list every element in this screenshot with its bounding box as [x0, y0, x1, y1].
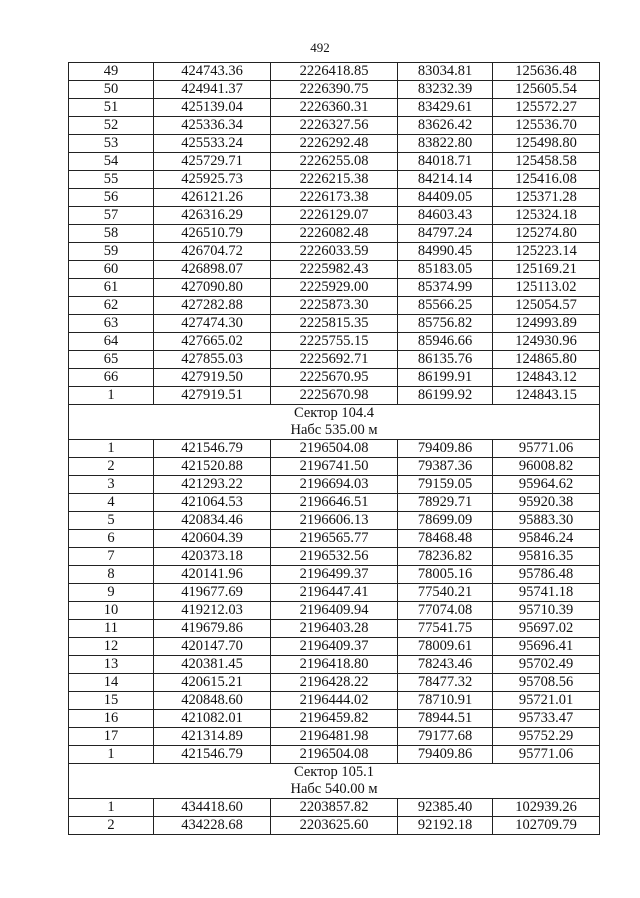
x-local-cell: 83822.80: [398, 135, 493, 153]
y-coordinate-cell: 2196403.28: [271, 620, 398, 638]
y-coordinate-cell: 2196409.37: [271, 638, 398, 656]
point-number-cell: 13: [69, 656, 154, 674]
y-local-cell: 95771.06: [493, 440, 600, 458]
y-local-cell: 102709.79: [493, 817, 600, 835]
point-number-cell: 2: [69, 458, 154, 476]
y-local-cell: 124843.12: [493, 369, 600, 387]
point-number-cell: 63: [69, 315, 154, 333]
table-row: [69, 189, 600, 207]
x-local-cell: 84797.24: [398, 225, 493, 243]
x-coordinate-cell: 427855.03: [154, 351, 271, 369]
table-row: [69, 584, 600, 602]
x-coordinate-cell: 426121.26: [154, 189, 271, 207]
table-row: [69, 333, 600, 351]
sector-title: Сектор 105.1: [69, 764, 600, 782]
table-row: [69, 620, 600, 638]
x-local-cell: 83429.61: [398, 99, 493, 117]
y-coordinate-cell: 2196694.03: [271, 476, 398, 494]
table-row: [69, 692, 600, 710]
y-local-cell: 125416.08: [493, 171, 600, 189]
x-coordinate-cell: 420834.46: [154, 512, 271, 530]
x-coordinate-cell: 421064.53: [154, 494, 271, 512]
y-local-cell: 125324.18: [493, 207, 600, 225]
x-local-cell: 79409.86: [398, 746, 493, 764]
point-number-cell: 56: [69, 189, 154, 207]
x-coordinate-cell: 425139.04: [154, 99, 271, 117]
point-number-cell: 59: [69, 243, 154, 261]
x-local-cell: 77074.08: [398, 602, 493, 620]
x-coordinate-cell: 425533.24: [154, 135, 271, 153]
sector-header-row: [69, 405, 600, 423]
x-local-cell: 84990.45: [398, 243, 493, 261]
x-coordinate-cell: 421082.01: [154, 710, 271, 728]
table-row: [69, 297, 600, 315]
point-number-cell: 1: [69, 799, 154, 817]
x-local-cell: 85374.99: [398, 279, 493, 297]
table-row: [69, 548, 600, 566]
x-local-cell: 86199.92: [398, 387, 493, 405]
x-local-cell: 77541.75: [398, 620, 493, 638]
y-coordinate-cell: 2225755.15: [271, 333, 398, 351]
x-local-cell: 78005.16: [398, 566, 493, 584]
y-local-cell: 125458.58: [493, 153, 600, 171]
x-coordinate-cell: 420147.70: [154, 638, 271, 656]
y-local-cell: 96008.82: [493, 458, 600, 476]
y-local-cell: 95920.38: [493, 494, 600, 512]
x-coordinate-cell: 420141.96: [154, 566, 271, 584]
point-number-cell: 4: [69, 494, 154, 512]
x-local-cell: 83232.39: [398, 81, 493, 99]
y-local-cell: 125113.02: [493, 279, 600, 297]
point-number-cell: 49: [69, 63, 154, 81]
y-coordinate-cell: 2226390.75: [271, 81, 398, 99]
table-row: [69, 566, 600, 584]
y-coordinate-cell: 2226292.48: [271, 135, 398, 153]
y-local-cell: 125605.54: [493, 81, 600, 99]
point-number-cell: 16: [69, 710, 154, 728]
x-local-cell: 85183.05: [398, 261, 493, 279]
y-coordinate-cell: 2196646.51: [271, 494, 398, 512]
sector-height: Набс 535.00 м: [69, 422, 600, 440]
x-local-cell: 84214.14: [398, 171, 493, 189]
x-local-cell: 79177.68: [398, 728, 493, 746]
point-number-cell: 14: [69, 674, 154, 692]
x-local-cell: 84603.43: [398, 207, 493, 225]
x-local-cell: 85946.66: [398, 333, 493, 351]
point-number-cell: 50: [69, 81, 154, 99]
table-row: [69, 656, 600, 674]
x-local-cell: 92192.18: [398, 817, 493, 835]
point-number-cell: 12: [69, 638, 154, 656]
table-row: [69, 710, 600, 728]
point-number-cell: 55: [69, 171, 154, 189]
table-row: [69, 63, 600, 81]
x-coordinate-cell: 421293.22: [154, 476, 271, 494]
y-local-cell: 124993.89: [493, 315, 600, 333]
x-coordinate-cell: 419677.69: [154, 584, 271, 602]
table-row: [69, 458, 600, 476]
point-number-cell: 1: [69, 387, 154, 405]
table-row: [69, 171, 600, 189]
y-coordinate-cell: 2196418.80: [271, 656, 398, 674]
y-coordinate-cell: 2203625.60: [271, 817, 398, 835]
y-coordinate-cell: 2226173.38: [271, 189, 398, 207]
y-coordinate-cell: 2196504.08: [271, 746, 398, 764]
sector-title: Сектор 104.4: [69, 405, 600, 423]
point-number-cell: 9: [69, 584, 154, 602]
y-local-cell: 125572.27: [493, 99, 600, 117]
point-number-cell: 15: [69, 692, 154, 710]
y-local-cell: 124865.80: [493, 351, 600, 369]
x-coordinate-cell: 421546.79: [154, 440, 271, 458]
x-local-cell: 85566.25: [398, 297, 493, 315]
y-local-cell: 125274.80: [493, 225, 600, 243]
x-coordinate-cell: 425925.73: [154, 171, 271, 189]
x-coordinate-cell: 434228.68: [154, 817, 271, 835]
point-number-cell: 10: [69, 602, 154, 620]
table-row: [69, 476, 600, 494]
x-local-cell: 78699.09: [398, 512, 493, 530]
x-local-cell: 78944.51: [398, 710, 493, 728]
y-local-cell: 124843.15: [493, 387, 600, 405]
y-local-cell: 95697.02: [493, 620, 600, 638]
x-coordinate-cell: 421520.88: [154, 458, 271, 476]
y-local-cell: 95786.48: [493, 566, 600, 584]
point-number-cell: 11: [69, 620, 154, 638]
sector-header-row: [69, 764, 600, 782]
point-number-cell: 64: [69, 333, 154, 351]
y-coordinate-cell: 2226327.56: [271, 117, 398, 135]
table-row: [69, 746, 600, 764]
y-coordinate-cell: 2196504.08: [271, 440, 398, 458]
x-local-cell: 78468.48: [398, 530, 493, 548]
y-coordinate-cell: 2226129.07: [271, 207, 398, 225]
point-number-cell: 17: [69, 728, 154, 746]
y-coordinate-cell: 2226418.85: [271, 63, 398, 81]
y-coordinate-cell: 2196565.77: [271, 530, 398, 548]
y-coordinate-cell: 2225929.00: [271, 279, 398, 297]
x-local-cell: 84409.05: [398, 189, 493, 207]
y-local-cell: 95846.24: [493, 530, 600, 548]
y-coordinate-cell: 2196459.82: [271, 710, 398, 728]
y-local-cell: 125636.48: [493, 63, 600, 81]
table-row: [69, 387, 600, 405]
point-number-cell: 61: [69, 279, 154, 297]
y-coordinate-cell: 2225670.98: [271, 387, 398, 405]
y-local-cell: 95741.18: [493, 584, 600, 602]
page-number: 492: [310, 40, 330, 55]
point-number-cell: 6: [69, 530, 154, 548]
x-coordinate-cell: 426316.29: [154, 207, 271, 225]
table-row: [69, 225, 600, 243]
table-row: [69, 243, 600, 261]
table-row: [69, 512, 600, 530]
x-coordinate-cell: 420848.60: [154, 692, 271, 710]
x-local-cell: 86199.91: [398, 369, 493, 387]
y-coordinate-cell: 2225815.35: [271, 315, 398, 333]
table-row: [69, 494, 600, 512]
x-local-cell: 83626.42: [398, 117, 493, 135]
y-coordinate-cell: 2203857.82: [271, 799, 398, 817]
coordinates-table: [68, 62, 600, 835]
y-coordinate-cell: 2226255.08: [271, 153, 398, 171]
x-local-cell: 78710.91: [398, 692, 493, 710]
y-coordinate-cell: 2225692.71: [271, 351, 398, 369]
table-row: [69, 279, 600, 297]
x-coordinate-cell: 434418.60: [154, 799, 271, 817]
x-coordinate-cell: 427474.30: [154, 315, 271, 333]
y-coordinate-cell: 2196606.13: [271, 512, 398, 530]
x-local-cell: 78929.71: [398, 494, 493, 512]
y-local-cell: 95721.01: [493, 692, 600, 710]
sector-height-row: [69, 422, 600, 440]
x-coordinate-cell: 427919.50: [154, 369, 271, 387]
y-local-cell: 95771.06: [493, 746, 600, 764]
y-coordinate-cell: 2196481.98: [271, 728, 398, 746]
x-coordinate-cell: 421314.89: [154, 728, 271, 746]
x-coordinate-cell: 419212.03: [154, 602, 271, 620]
x-coordinate-cell: 426510.79: [154, 225, 271, 243]
y-coordinate-cell: 2226082.48: [271, 225, 398, 243]
point-number-cell: 54: [69, 153, 154, 171]
x-coordinate-cell: 420373.18: [154, 548, 271, 566]
y-coordinate-cell: 2225670.95: [271, 369, 398, 387]
table-row: [69, 207, 600, 225]
x-coordinate-cell: 420604.39: [154, 530, 271, 548]
x-local-cell: 92385.40: [398, 799, 493, 817]
point-number-cell: 51: [69, 99, 154, 117]
point-number-cell: 1: [69, 746, 154, 764]
table-row: [69, 351, 600, 369]
x-coordinate-cell: 419679.86: [154, 620, 271, 638]
y-coordinate-cell: 2226215.38: [271, 171, 398, 189]
table-row: [69, 817, 600, 835]
table-row: [69, 440, 600, 458]
table-row: [69, 315, 600, 333]
y-coordinate-cell: 2226033.59: [271, 243, 398, 261]
point-number-cell: 2: [69, 817, 154, 835]
point-number-cell: 1: [69, 440, 154, 458]
table-row: [69, 261, 600, 279]
x-coordinate-cell: 427282.88: [154, 297, 271, 315]
x-local-cell: 78477.32: [398, 674, 493, 692]
table-row: [69, 81, 600, 99]
y-coordinate-cell: 2196532.56: [271, 548, 398, 566]
table-row: [69, 117, 600, 135]
point-number-cell: 7: [69, 548, 154, 566]
x-local-cell: 78009.61: [398, 638, 493, 656]
y-local-cell: 95708.56: [493, 674, 600, 692]
point-number-cell: 66: [69, 369, 154, 387]
x-local-cell: 79159.05: [398, 476, 493, 494]
x-coordinate-cell: 425336.34: [154, 117, 271, 135]
y-local-cell: 102939.26: [493, 799, 600, 817]
x-local-cell: 79387.36: [398, 458, 493, 476]
table-row: [69, 674, 600, 692]
sector-height-row: [69, 781, 600, 799]
x-local-cell: 85756.82: [398, 315, 493, 333]
y-local-cell: 124930.96: [493, 333, 600, 351]
table-row: [69, 369, 600, 387]
table-row: [69, 638, 600, 656]
table-row: [69, 99, 600, 117]
x-local-cell: 78243.46: [398, 656, 493, 674]
y-coordinate-cell: 2196447.41: [271, 584, 398, 602]
y-local-cell: 95696.41: [493, 638, 600, 656]
table-row: [69, 728, 600, 746]
table-row: [69, 153, 600, 171]
sector-height: Набс 540.00 м: [69, 781, 600, 799]
point-number-cell: 52: [69, 117, 154, 135]
y-local-cell: 95702.49: [493, 656, 600, 674]
point-number-cell: 62: [69, 297, 154, 315]
y-local-cell: 125054.57: [493, 297, 600, 315]
x-local-cell: 86135.76: [398, 351, 493, 369]
y-coordinate-cell: 2196409.94: [271, 602, 398, 620]
y-local-cell: 95816.35: [493, 548, 600, 566]
y-local-cell: 95752.29: [493, 728, 600, 746]
x-coordinate-cell: 427919.51: [154, 387, 271, 405]
x-coordinate-cell: 420615.21: [154, 674, 271, 692]
x-coordinate-cell: 426704.72: [154, 243, 271, 261]
table-row: [69, 799, 600, 817]
y-local-cell: 125371.28: [493, 189, 600, 207]
x-coordinate-cell: 420381.45: [154, 656, 271, 674]
y-local-cell: 125536.70: [493, 117, 600, 135]
x-coordinate-cell: 424941.37: [154, 81, 271, 99]
y-coordinate-cell: 2196428.22: [271, 674, 398, 692]
point-number-cell: 58: [69, 225, 154, 243]
y-coordinate-cell: 2225873.30: [271, 297, 398, 315]
table-row: [69, 530, 600, 548]
y-local-cell: 95733.47: [493, 710, 600, 728]
y-local-cell: 95710.39: [493, 602, 600, 620]
point-number-cell: 5: [69, 512, 154, 530]
x-coordinate-cell: 427665.02: [154, 333, 271, 351]
point-number-cell: 3: [69, 476, 154, 494]
x-local-cell: 77540.21: [398, 584, 493, 602]
x-coordinate-cell: 424743.36: [154, 63, 271, 81]
y-local-cell: 95964.62: [493, 476, 600, 494]
x-local-cell: 83034.81: [398, 63, 493, 81]
y-coordinate-cell: 2225982.43: [271, 261, 398, 279]
y-coordinate-cell: 2196499.37: [271, 566, 398, 584]
y-local-cell: 95883.30: [493, 512, 600, 530]
y-coordinate-cell: 2196444.02: [271, 692, 398, 710]
point-number-cell: 53: [69, 135, 154, 153]
x-coordinate-cell: 421546.79: [154, 746, 271, 764]
y-local-cell: 125223.14: [493, 243, 600, 261]
point-number-cell: 60: [69, 261, 154, 279]
table-row: [69, 135, 600, 153]
table-row: [69, 602, 600, 620]
point-number-cell: 65: [69, 351, 154, 369]
x-local-cell: 84018.71: [398, 153, 493, 171]
x-local-cell: 78236.82: [398, 548, 493, 566]
y-local-cell: 125498.80: [493, 135, 600, 153]
x-coordinate-cell: 427090.80: [154, 279, 271, 297]
y-coordinate-cell: 2196741.50: [271, 458, 398, 476]
y-coordinate-cell: 2226360.31: [271, 99, 398, 117]
x-local-cell: 79409.86: [398, 440, 493, 458]
x-coordinate-cell: 426898.07: [154, 261, 271, 279]
x-coordinate-cell: 425729.71: [154, 153, 271, 171]
point-number-cell: 8: [69, 566, 154, 584]
point-number-cell: 57: [69, 207, 154, 225]
y-local-cell: 125169.21: [493, 261, 600, 279]
